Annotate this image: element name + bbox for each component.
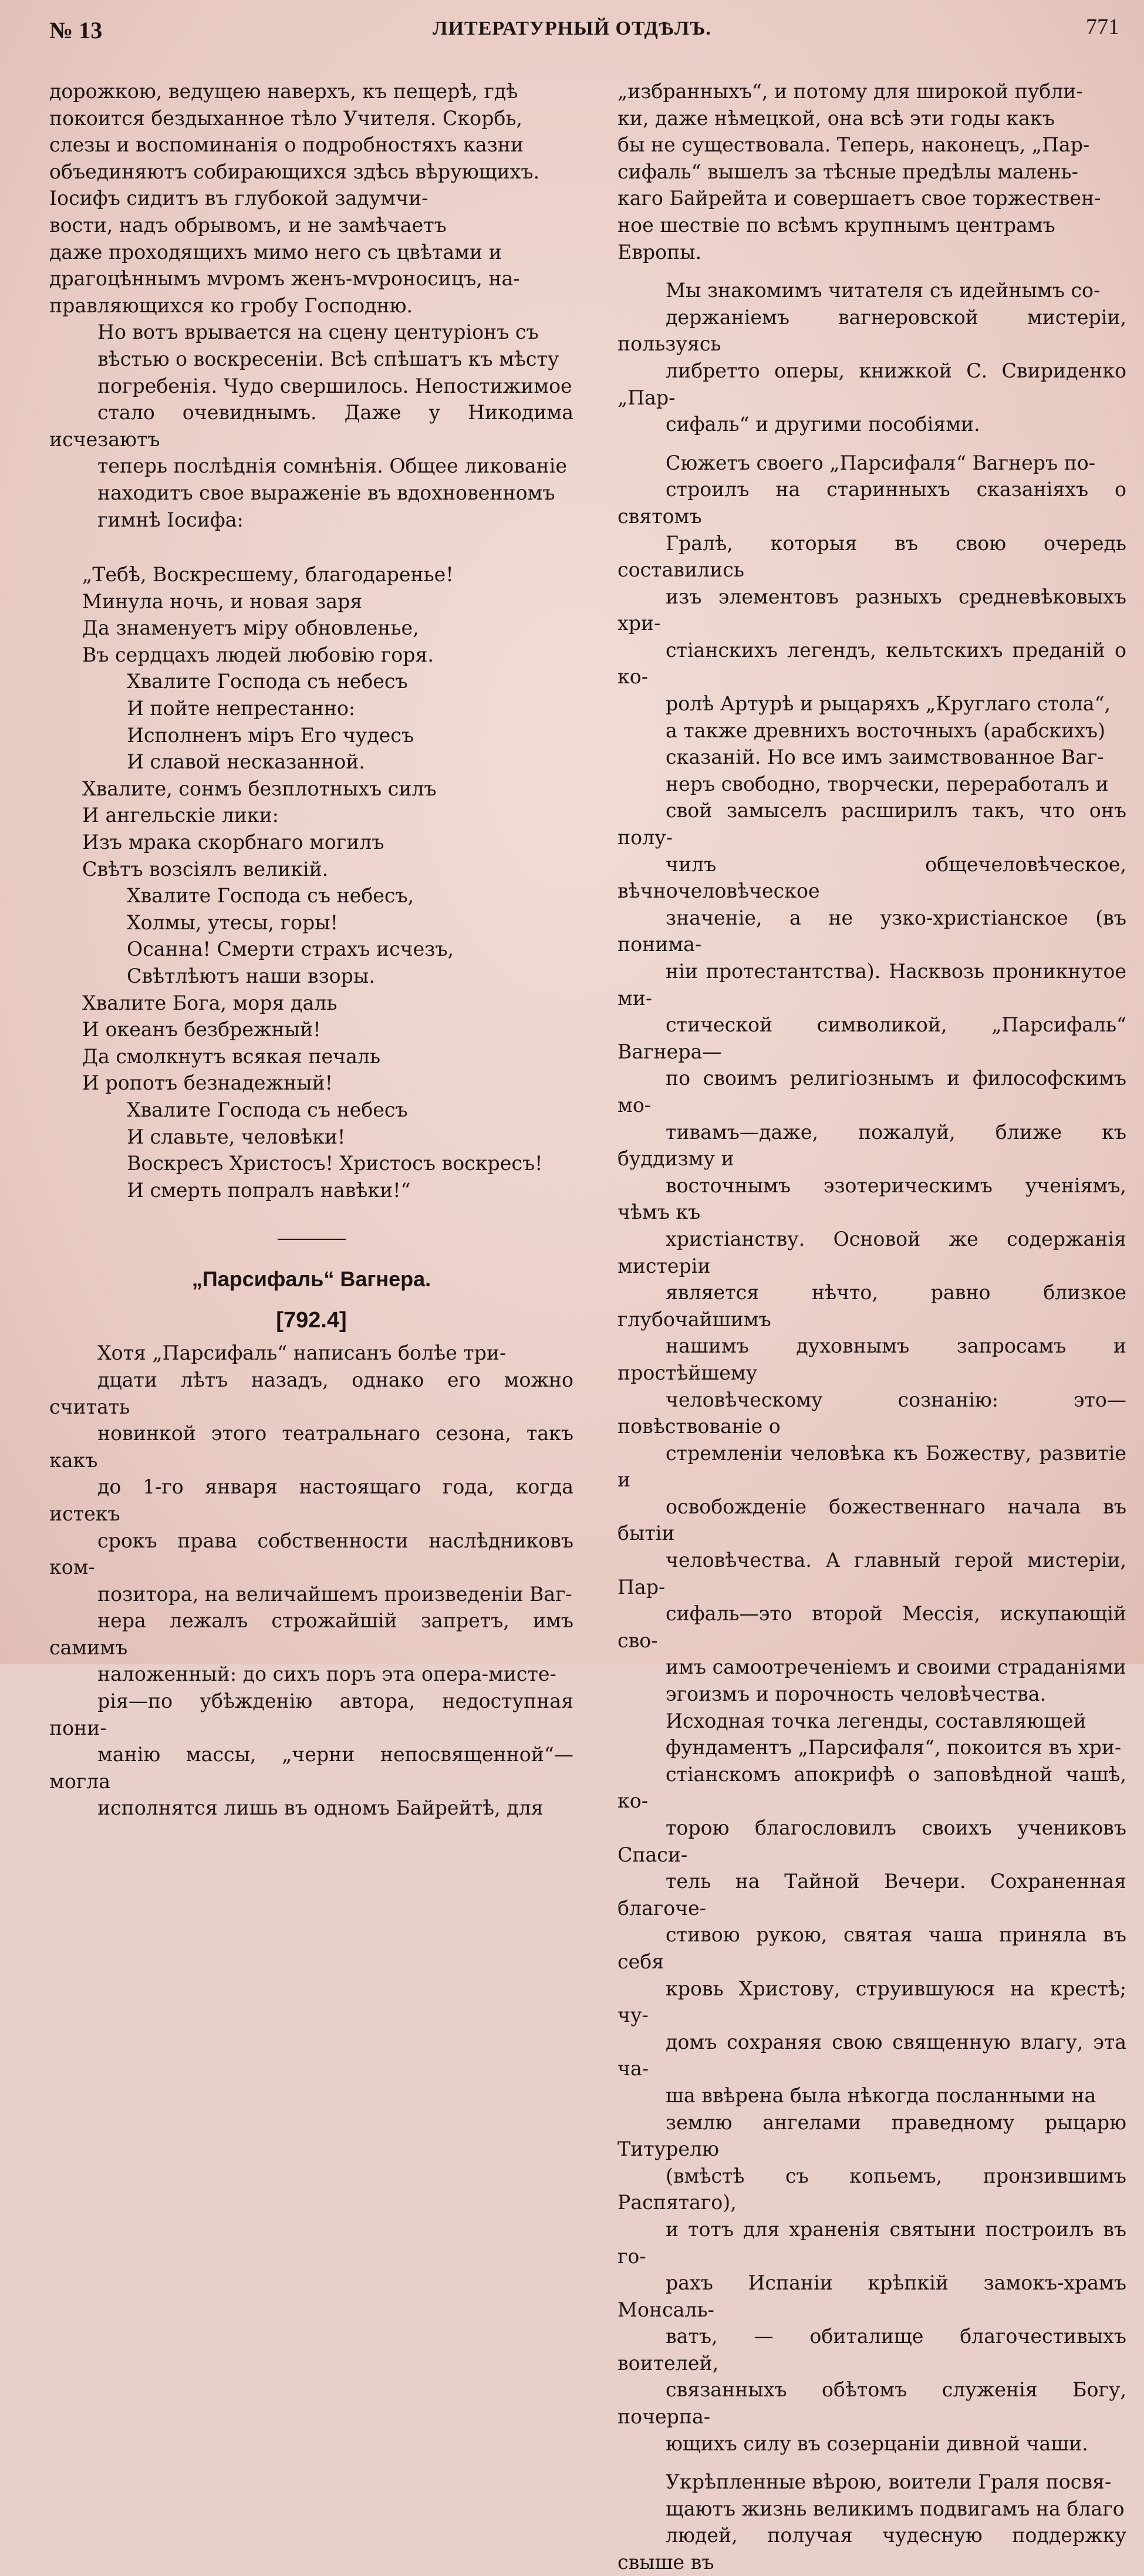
text-line: фундаментъ „Парсифаля“, покоится въ хри- xyxy=(666,1736,1122,1759)
text-line: Укрѣпленные вѣрою, воители Граля посвя- xyxy=(666,2470,1112,2494)
text-line: гимнѣ Іосифа: xyxy=(97,508,244,531)
text-line: по своимъ религіознымъ и философскимъ мо- xyxy=(617,1067,1126,1117)
poem-line: Да знаменуетъ міру обновленье, xyxy=(82,616,419,640)
poem-line: Изъ мрака скорбнаго могилъ xyxy=(82,831,384,854)
text-line: чилъ общечеловѣческое, вѣчночеловѣческое xyxy=(617,852,1126,903)
text-line: Хотя „Парсифаль“ написанъ болѣе три- xyxy=(97,1341,507,1365)
text-line: связанныхъ обѣтомъ служенія Богу, почерпа- xyxy=(617,2378,1126,2429)
text-line: и тотъ для храненія святыни построилъ въ го- xyxy=(617,2217,1126,2268)
text-line: каго Байрейта и совершаетъ свое торжествен- xyxy=(617,187,1101,210)
text-line: сифаль—это второй Мессія, искупающій сво- xyxy=(617,1602,1126,1652)
poem-line: Свѣтлѣютъ наши взоры. xyxy=(127,965,375,987)
text-line: Гралѣ, которыя въ свою очередь составились xyxy=(617,531,1126,582)
text-line: стіанскихъ легендъ, кельтскихъ преданій о ко- xyxy=(617,638,1126,689)
paragraph xyxy=(49,1340,573,1822)
text-line: стивою рукою, святая чаша приняла въ себя xyxy=(617,1923,1126,1973)
paragraph xyxy=(617,277,1126,438)
right-column xyxy=(617,78,1126,2576)
poem-line: Воскресъ Христосъ! Христосъ воскресъ! xyxy=(127,1152,543,1175)
text-line: Сюжетъ своего „Парсифаля“ Вагнеръ по- xyxy=(666,451,1096,474)
poem-line: Хвалите, сонмъ безплотныхъ силъ xyxy=(82,777,437,800)
text-line: значеніе, а не узко-христіанское (въ понима- xyxy=(617,906,1126,956)
poem-line: Минула ночь, и новая заря xyxy=(82,589,363,613)
paragraph-gap xyxy=(617,2457,1126,2469)
section-title: ЛИТЕРАТУРНЫЙ ОТДѢЛЪ. xyxy=(433,18,711,39)
text-line: покоится бездыханное тѣло Учителя. Скорбь, xyxy=(49,106,522,130)
text-line: позитора, на величайшемъ произведеніи Ваг- xyxy=(97,1582,572,1606)
poem-line: Да смолкнутъ всякая печаль xyxy=(82,1044,381,1068)
text-line: восточнымъ эзотерическимъ ученіямъ, чѣмъ къ xyxy=(617,1174,1126,1224)
text-line: ющихъ силу въ созерцаніи дивной чаши. xyxy=(666,2432,1088,2455)
poem-line: Холмы, утесы, горы! xyxy=(127,911,339,934)
text-line: срокъ права собственности наслѣдниковъ ком- xyxy=(49,1529,573,1579)
text-line: кровь Христову, струившуюся на крестѣ; чу- xyxy=(617,1977,1126,2027)
text-line: находитъ свое выраженіе въ вдохновенномъ xyxy=(97,481,555,504)
text-line: эгоизмъ и порочность человѣчества. xyxy=(666,1683,1047,1706)
text-line: рахъ Испаніи крѣпкій замокъ-храмъ Монсаль- xyxy=(617,2271,1126,2321)
poem-line: Хвалите Господа съ небесъ, xyxy=(127,884,414,908)
text-line: является нѣчто, равно близкое глубочайшимъ xyxy=(617,1281,1126,1331)
text-line: сифаль“ и другими пособіями. xyxy=(666,413,980,436)
text-line: свой замыселъ расширилъ такъ, что онъ полу- xyxy=(617,799,1126,849)
poem-line: И ангельскіе лики: xyxy=(82,804,279,827)
text-line: ватъ, — обиталище благочестивыхъ воителей, xyxy=(617,2325,1126,2375)
text-line: нера лежалъ строжайшій запретъ, имъ самимъ xyxy=(49,1609,573,1659)
poem-line: Хвалите Господа съ небесъ xyxy=(127,1098,408,1121)
text-line: освобожденіе божественнаго начала въ бытіи xyxy=(617,1495,1126,1545)
text-line: рія—по убѣжденію автора, недоступная пони- xyxy=(49,1690,573,1739)
article-code: [792.4] xyxy=(276,1308,347,1333)
text-line: стало очевиднымъ. Даже у Никодима исчезаютъ xyxy=(49,401,573,451)
paragraph xyxy=(617,78,1126,265)
text-line: сказаній. Но все имъ заимствованное Ваг- xyxy=(666,746,1104,769)
text-line: держаніемъ вагнеровской мистеріи, пользуясь xyxy=(617,305,1126,356)
text-line: ролѣ Артурѣ и рыцаряхъ „Круглаго стола“, xyxy=(666,692,1111,716)
text-line: домъ сохраняя свою священную влагу, эта ча- xyxy=(617,2030,1126,2081)
text-line: дорожкою, ведущею наверхъ, къ пещерѣ, гдѣ xyxy=(49,80,518,103)
text-line: манію массы, „черни непосвященной“—могла xyxy=(49,1743,573,1793)
paragraph xyxy=(49,78,573,319)
issue-number: № 13 xyxy=(49,17,103,43)
page-number: 771 xyxy=(1086,15,1119,39)
text-line: стремленіи человѣка къ Божеству, развитіе и xyxy=(617,1441,1126,1492)
text-line: слезы и воспоминанія о подробностяхъ казни xyxy=(49,133,524,157)
poem-line: Хвалите Бога, моря даль xyxy=(82,991,338,1014)
paragraph xyxy=(617,2469,1126,2575)
text-line: людей, получая чудесную поддержку свыше въ xyxy=(617,2524,1126,2574)
text-line: погребенія. Чудо свершилось. Непостижимое xyxy=(97,374,572,397)
paragraph xyxy=(617,1708,1126,2457)
poem-line: Свѣтъ возсіялъ великій. xyxy=(82,857,329,881)
text-line: тивамъ—даже, пожалуй, ближе къ буддизму и xyxy=(617,1120,1126,1171)
poem-line: „Тебѣ, Воскресшему, благодаренье! xyxy=(82,563,454,586)
text-line: Исходная точка легенды, составляющей xyxy=(666,1709,1086,1732)
text-line: теперь послѣднія сомнѣнія. Общее ликованіе xyxy=(97,454,567,478)
text-line: Мы знакомимъ читателя съ идейнымъ со- xyxy=(666,279,1101,302)
text-line: торою благословилъ своихъ учениковъ Спаси- xyxy=(617,1816,1126,1866)
text-line: имъ самоотреченіемъ и своими страданіями xyxy=(666,1655,1126,1679)
text-line: объединяютъ собирающихся здѣсь вѣрующихъ. xyxy=(49,160,540,183)
text-line: вѣстью о воскресеніи. Всѣ спѣшатъ къ мѣсту xyxy=(97,347,559,370)
left-column xyxy=(49,78,573,1822)
poem-line: И славьте, человѣки! xyxy=(127,1125,346,1148)
text-line: щаютъ жизнь великимъ подвигамъ на благо xyxy=(666,2497,1125,2520)
text-line: землю ангелами праведному рыцарю Титурелю xyxy=(617,2110,1126,2161)
text-line: наложенный: до сихъ поръ эта опера-мисте- xyxy=(97,1663,556,1686)
poem-line: Исполненъ міръ Его чудесъ xyxy=(127,723,414,747)
text-line: вости, надъ обрывомъ, и не замѣчаетъ xyxy=(49,213,447,237)
text-line: строилъ на старинныхъ сказаніяхъ о святомъ xyxy=(617,478,1126,528)
text-line: человѣчества. А главный герой мистеріи, Пар- xyxy=(617,1549,1126,1599)
text-line: стіанскомъ апокрифѣ о заповѣдной чашѣ, ко- xyxy=(617,1762,1126,1813)
page-header xyxy=(0,16,1144,52)
text-line: изъ элементовъ разныхъ средневѣковыхъ хри- xyxy=(617,585,1126,635)
text-line: ное шествіе по всѣмъ крупнымъ центрамъ xyxy=(617,213,1055,237)
text-line: бы не существовала. Теперь, наконецъ, „Пар- xyxy=(617,133,1090,157)
paragraph xyxy=(617,450,1126,1708)
text-line: „избранныхъ“, и потому для широкой публи- xyxy=(617,80,1083,103)
poem-line: Хвалите Господа съ небесъ xyxy=(127,670,408,693)
text-line: ніи протестантства). Насквозь проникнутое ми- xyxy=(617,960,1126,1010)
paragraph-gap xyxy=(617,265,1126,277)
text-line: Іосифъ сидитъ въ глубокой задумчи- xyxy=(49,187,428,210)
text-line: сифаль“ вышелъ за тѣсные предѣлы малень- xyxy=(617,160,1078,183)
text-line: (вмѣстѣ съ копьемъ, пронзившимъ Распятаго), xyxy=(617,2164,1126,2214)
text-line: Но вотъ врывается на сцену центуріонъ съ xyxy=(97,321,539,344)
paragraph-gap xyxy=(617,438,1126,450)
text-line: даже проходящихъ мимо него съ цвѣтами и xyxy=(49,240,502,264)
text-line: нашимъ духовнымъ запросамъ и простѣйшему xyxy=(617,1334,1126,1384)
paragraph xyxy=(49,319,573,533)
text-line: стической символикой, „Парсифаль“ Вагнера— xyxy=(617,1013,1126,1063)
poem-line: И славой несказанной. xyxy=(127,750,365,774)
text-line: до 1-го января настоящаго года, когда истекъ xyxy=(49,1475,573,1525)
poem-line: И пойте непрестанно: xyxy=(127,697,356,720)
text-line: человѣческому сознанію: это—повѣствованіе о xyxy=(617,1388,1126,1438)
text-line: правляющихся ко гробу Господню. xyxy=(49,294,413,317)
text-line: новинкой этого театральнаго сезона, такъ какъ xyxy=(49,1422,573,1472)
article-title: „Парсифаль“ Вагнера. xyxy=(191,1267,431,1292)
text-line: Европы. xyxy=(617,240,702,264)
poem-line: И смерть попралъ навѣки!“ xyxy=(127,1178,411,1202)
text-line: ша ввѣрена была нѣкогда посланными на xyxy=(666,2083,1096,2107)
poem-line: И ропотъ безнадежный! xyxy=(82,1071,333,1095)
text-line: неръ свободно, творчески, переработалъ и xyxy=(666,772,1109,795)
text-line: либретто оперы, книжкой С. Свириденко „Пар- xyxy=(617,359,1126,409)
hymn-poem xyxy=(49,561,573,1203)
section-divider xyxy=(278,1239,346,1240)
poem-line: Осанна! Смерти страхъ исчезъ, xyxy=(127,938,454,961)
text-line: христіанству. Основой же содержанія мистеріи xyxy=(617,1227,1126,1277)
poem-line: Въ сердцахъ людей любовію горя. xyxy=(82,643,434,666)
text-line: ки, даже нѣмецкой, она всѣ эти годы какъ xyxy=(617,106,1055,130)
text-line: исполнятся лишь въ одномъ Байрейтѣ, для xyxy=(97,1796,544,1820)
text-line: а также древнихъ восточныхъ (арабскихъ) xyxy=(666,719,1105,742)
text-line: драгоцѣннымъ мvромъ женъ-мvроносицъ, на- xyxy=(49,267,520,291)
text-line: тель на Тайной Вечери. Сохраненная благоче- xyxy=(617,1870,1126,1920)
text-line: дцати лѣтъ назадъ, однако его можно считать xyxy=(49,1368,573,1418)
poem-line: И океанъ безбрежный! xyxy=(82,1018,321,1041)
